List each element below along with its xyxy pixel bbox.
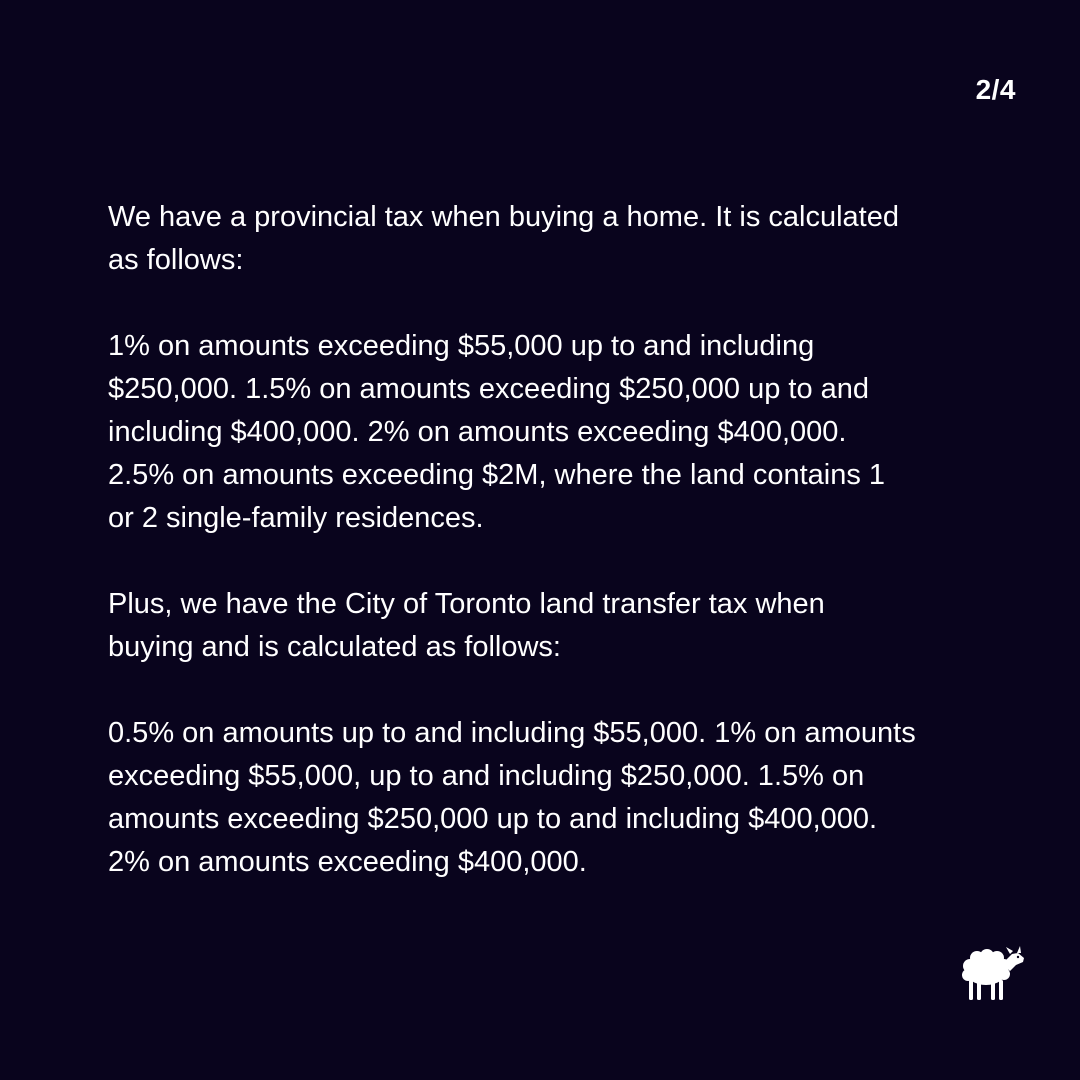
sheep-icon	[962, 944, 1026, 1002]
page-indicator: 2/4	[975, 74, 1016, 105]
paragraph-toronto-rates: 0.5% on amounts up to and including $55,000. 1% on amounts exceeding $55,000, up to and including $250,000. 1.5% on amounts exceeding $250,000 up to and including $400,000. 2% on amounts exceeding $400,000.	[108, 717, 916, 878]
paragraph-provincial-rates: 1% on amounts exceeding $55,000 up to and including $250,000. 1.5% on amounts exceeding $250,000 up to and including $400,000. 2% on amounts exceeding $400,000. 2.5% on amounts exceeding $2M, where the land contains 1 or 2 single-family residences.	[108, 330, 886, 534]
paragraph-toronto-intro: Plus, we have the City of Toronto land transfer tax when buying and is calculated as follows:	[108, 588, 825, 663]
paragraph-provincial-intro: We have a provincial tax when buying a home. It is calculated as follows:	[108, 201, 899, 276]
body-text	[108, 196, 988, 884]
